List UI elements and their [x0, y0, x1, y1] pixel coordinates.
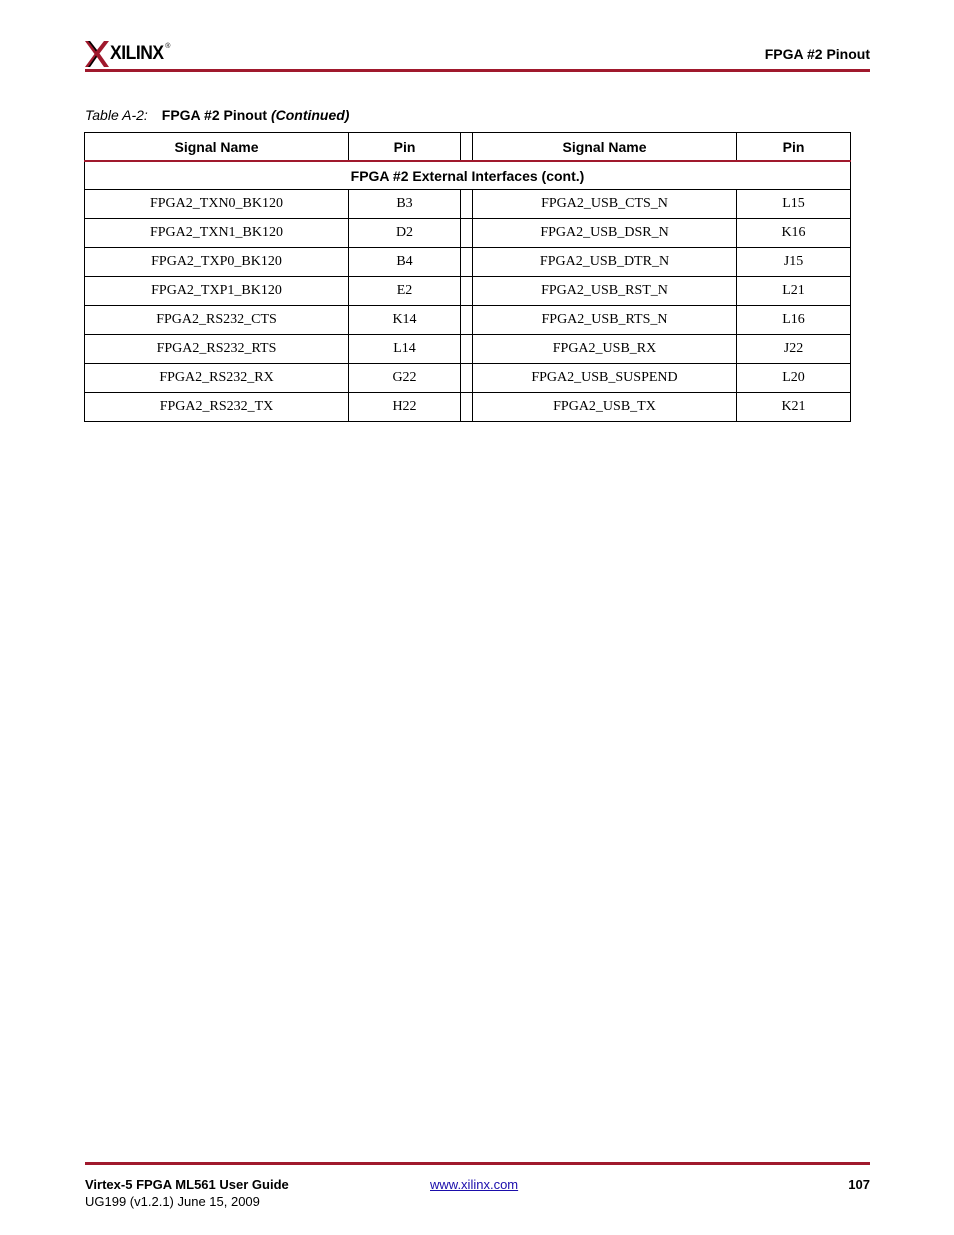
- table-row: [85, 219, 851, 248]
- right-signal-cell: FPGA2_USB_RX: [473, 335, 737, 364]
- caption-title: FPGA #2 Pinout: [161, 107, 271, 123]
- table-row: [85, 335, 851, 364]
- right-signal-cell: FPGA2_USB_TX: [473, 393, 737, 422]
- column-gap: [461, 306, 473, 335]
- section-title: FPGA #2 Pinout: [764, 46, 870, 62]
- left-pin-cell: E2: [349, 277, 461, 306]
- header-pin-left: Pin: [349, 133, 461, 162]
- header-signal-name-right: Signal Name: [473, 133, 737, 162]
- website-link[interactable]: www.xilinx.com: [430, 1177, 519, 1192]
- left-pin-cell: G22: [349, 364, 461, 393]
- column-gap: [461, 364, 473, 393]
- table-row: [85, 306, 851, 335]
- right-pin-cell: J15: [737, 248, 851, 277]
- table-caption: [85, 107, 349, 123]
- footer-document-info: [85, 1176, 289, 1210]
- right-signal-cell: FPGA2_USB_DSR_N: [473, 219, 737, 248]
- left-pin-cell: D2: [349, 219, 461, 248]
- right-pin-cell: L16: [737, 306, 851, 335]
- column-gap: [461, 277, 473, 306]
- left-pin-cell: H22: [349, 393, 461, 422]
- column-gap: [461, 335, 473, 364]
- header-pin-right: Pin: [737, 133, 851, 162]
- left-signal-cell: FPGA2_RS232_CTS: [85, 306, 349, 335]
- left-signal-cell: FPGA2_RS232_RTS: [85, 335, 349, 364]
- left-signal-cell: FPGA2_RS232_RX: [85, 364, 349, 393]
- xilinx-logo-icon: [85, 41, 109, 67]
- table-row: [85, 364, 851, 393]
- right-pin-cell: K16: [737, 219, 851, 248]
- left-signal-cell: FPGA2_TXN0_BK120: [85, 190, 349, 219]
- footer-divider: [85, 1162, 870, 1165]
- left-pin-cell: L14: [349, 335, 461, 364]
- right-signal-cell: FPGA2_USB_CTS_N: [473, 190, 737, 219]
- header-divider: [85, 69, 870, 72]
- right-signal-cell: FPGA2_USB_RST_N: [473, 277, 737, 306]
- column-gap: [461, 248, 473, 277]
- table-row: [85, 393, 851, 422]
- left-pin-cell: B3: [349, 190, 461, 219]
- left-signal-cell: FPGA2_TXP1_BK120: [85, 277, 349, 306]
- caption-continued: (Continued): [270, 107, 350, 123]
- right-pin-cell: L20: [737, 364, 851, 393]
- left-signal-cell: FPGA2_RS232_TX: [85, 393, 349, 422]
- left-signal-cell: FPGA2_TXP0_BK120: [85, 248, 349, 277]
- column-gap: [461, 219, 473, 248]
- left-pin-cell: B4: [349, 248, 461, 277]
- page-number: 107: [848, 1177, 870, 1192]
- section-heading: FPGA #2 External Interfaces (cont.): [85, 161, 851, 190]
- right-signal-cell: FPGA2_USB_SUSPEND: [473, 364, 737, 393]
- table-row: [85, 190, 851, 219]
- xilinx-logo: [85, 40, 170, 68]
- right-pin-cell: K21: [737, 393, 851, 422]
- registered-mark: ®: [165, 42, 171, 50]
- logo-wordmark: XILINX: [110, 43, 164, 64]
- right-pin-cell: J22: [737, 335, 851, 364]
- table-header-row: [85, 133, 851, 162]
- left-pin-cell: K14: [349, 306, 461, 335]
- column-gap: [461, 393, 473, 422]
- pinout-table: [84, 132, 851, 422]
- header-signal-name-left: Signal Name: [85, 133, 349, 162]
- right-pin-cell: L15: [737, 190, 851, 219]
- section-row: [85, 161, 851, 190]
- column-gap: [461, 190, 473, 219]
- footer-doc-title: Virtex-5 FPGA ML561 User Guide: [85, 1177, 289, 1192]
- table-row: [85, 248, 851, 277]
- footer-revision: UG199 (v1.2.1) June 15, 2009: [85, 1194, 260, 1209]
- right-signal-cell: FPGA2_USB_DTR_N: [473, 248, 737, 277]
- table-row: [85, 277, 851, 306]
- left-signal-cell: FPGA2_TXN1_BK120: [85, 219, 349, 248]
- right-signal-cell: FPGA2_USB_RTS_N: [473, 306, 737, 335]
- column-gap: [461, 133, 473, 162]
- caption-label: Table A-2:: [85, 107, 148, 123]
- right-pin-cell: L21: [737, 277, 851, 306]
